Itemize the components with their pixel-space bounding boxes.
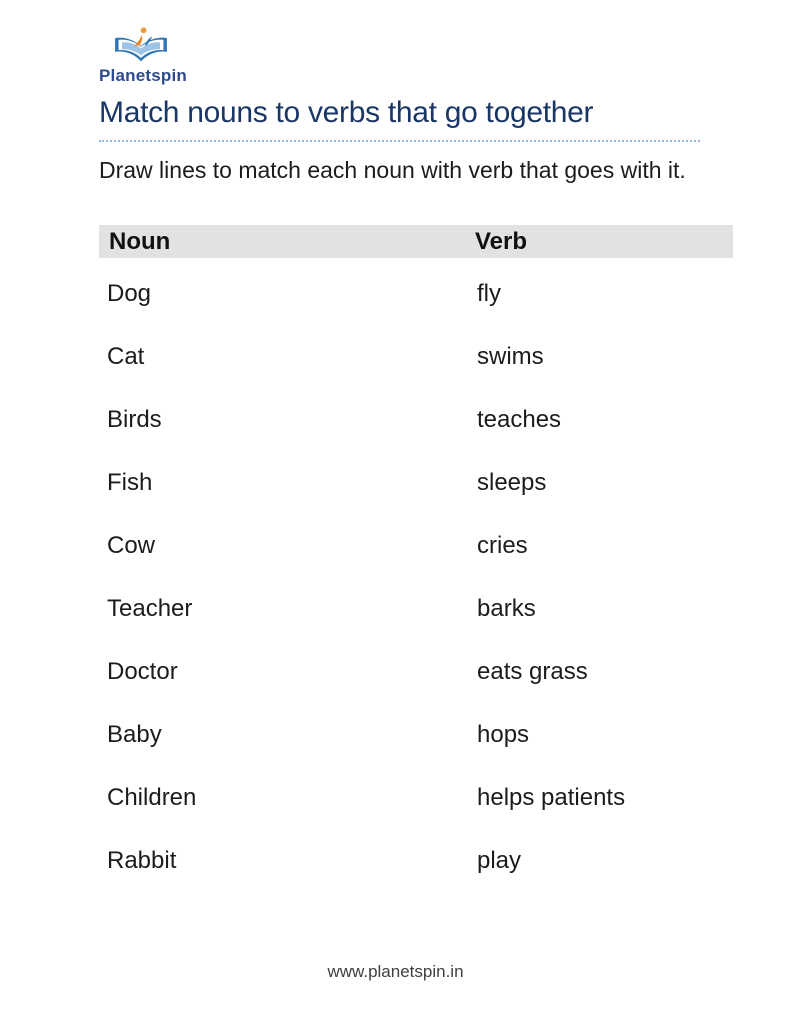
page-title: Match nouns to verbs that go together bbox=[99, 96, 700, 142]
noun-cell: Baby bbox=[107, 720, 162, 748]
table-row bbox=[99, 514, 733, 577]
column-header-noun: Noun bbox=[109, 227, 171, 255]
verb-cell: play bbox=[477, 846, 522, 874]
table-row bbox=[99, 640, 733, 703]
table-row bbox=[99, 577, 733, 640]
noun-cell: Doctor bbox=[107, 657, 178, 685]
noun-cell: Teacher bbox=[107, 594, 193, 622]
noun-cell: Dog bbox=[107, 279, 152, 307]
brand-block bbox=[99, 26, 187, 86]
table-row bbox=[99, 766, 733, 829]
verb-cell: eats grass bbox=[477, 657, 588, 685]
table-row bbox=[99, 451, 733, 514]
verb-cell: helps patients bbox=[477, 783, 626, 811]
table-header-row bbox=[99, 225, 733, 258]
table-row bbox=[99, 829, 733, 892]
verb-cell: barks bbox=[477, 594, 536, 622]
matching-table bbox=[99, 225, 733, 892]
table-body bbox=[99, 262, 733, 892]
column-header-verb: Verb bbox=[475, 227, 528, 255]
noun-cell: Fish bbox=[107, 468, 153, 496]
open-book-logo-icon bbox=[113, 26, 169, 64]
noun-cell: Cat bbox=[107, 342, 145, 370]
table-row bbox=[99, 325, 733, 388]
verb-cell: fly bbox=[477, 279, 501, 307]
table-row bbox=[99, 388, 733, 451]
noun-cell: Children bbox=[107, 783, 197, 811]
table-row bbox=[99, 703, 733, 766]
verb-cell: sleeps bbox=[477, 468, 547, 496]
verb-cell: swims bbox=[477, 342, 544, 370]
verb-cell: teaches bbox=[477, 405, 562, 433]
noun-cell: Rabbit bbox=[107, 846, 177, 874]
instruction-text: Draw lines to match each noun with verb that goes with it. bbox=[99, 157, 686, 183]
footer-url: www.planetspin.in bbox=[327, 962, 464, 981]
noun-cell: Cow bbox=[107, 531, 156, 559]
table-row bbox=[99, 262, 733, 325]
verb-cell: cries bbox=[477, 531, 528, 559]
brand-name: Planetspin bbox=[99, 66, 187, 85]
verb-cell: hops bbox=[477, 720, 530, 748]
noun-cell: Birds bbox=[107, 405, 162, 433]
